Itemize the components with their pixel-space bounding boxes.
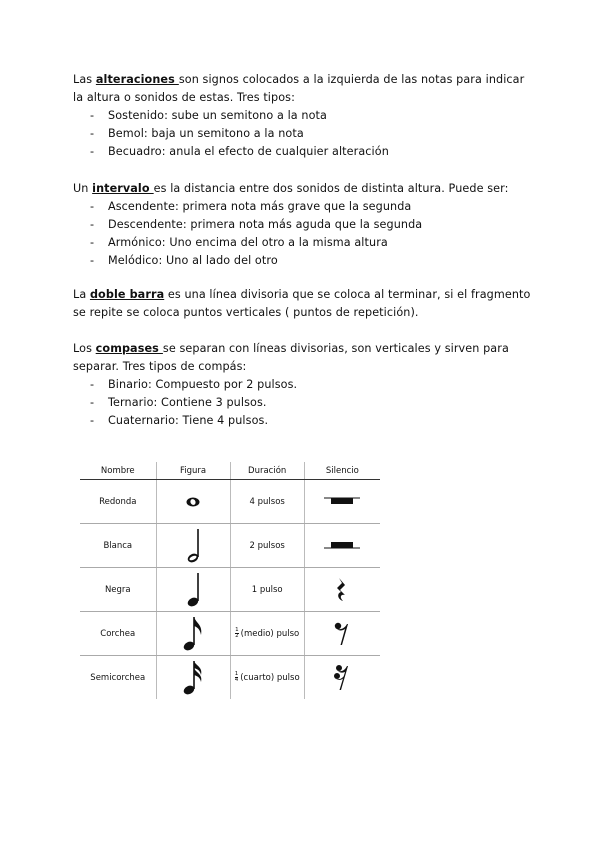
- whole-rest-icon: [324, 496, 360, 508]
- cell-nombre: Semicorchea: [90, 672, 146, 683]
- note-values-table: [80, 462, 380, 699]
- cell-duracion: $\frac{1}{2}$ (medio) pulso: [230, 612, 304, 656]
- term-doble-barra: doble barra: [89, 288, 165, 301]
- list-item: - Ternario: Contiene 3 pulsos.: [73, 394, 533, 412]
- header-nombre: Nombre: [80, 462, 156, 480]
- list-item: - Ascendente: primera nota más grave que la segunda: [73, 198, 533, 216]
- fraction-half: $\frac{1}{2}$: [235, 627, 239, 639]
- cell-duracion: 2 pulsos: [230, 524, 304, 568]
- cell-nombre: Blanca: [80, 524, 156, 568]
- cell-duracion: $\frac{1}{4}$ (cuarto) pulso: [230, 656, 304, 700]
- quarter-note-icon: [183, 571, 203, 609]
- cell-figura: [156, 612, 230, 656]
- half-rest-icon: [324, 540, 360, 552]
- list-item: - Armónico: Uno encima del otro a la misma altura: [73, 234, 533, 252]
- sixteenth-note-icon: [181, 659, 205, 697]
- term-alteraciones: alteraciones: [95, 73, 179, 86]
- compases-list: [73, 376, 533, 430]
- cell-silencio: [304, 568, 380, 612]
- paragraph-doble-barra: La doble barra es una línea divisoria que se coloca al terminar, si el fragmento se repite se coloca puntos verticales ( puntos de repetición).: [73, 288, 531, 319]
- header-silencio: Silencio: [304, 462, 380, 480]
- cell-nombre: Corchea: [80, 612, 156, 656]
- table-row: [80, 612, 380, 656]
- list-item: - Sostenido: sube un semitono a la nota: [73, 107, 533, 125]
- eighth-rest-icon: [334, 621, 350, 647]
- table-row: [80, 656, 380, 700]
- paragraph-alteraciones: Las alteraciones son signos colocados a la izquierda de las notas para indicar la altura o sonidos de estas. Tres tipos: - Sostenido: sube un semitono a la nota - Bemol: baja un semitono a la nota - Becuadro: anula el efecto de cualquier alteración: [73, 71, 533, 161]
- cell-figura: [156, 656, 230, 700]
- header-duracion: Duración: [230, 462, 304, 480]
- cell-nombre: Redonda: [80, 480, 156, 524]
- cell-figura: [156, 568, 230, 612]
- list-item: - Cuaternario: Tiene 4 pulsos.: [73, 412, 533, 430]
- intervalo-list: [73, 198, 533, 270]
- alteraciones-list: [73, 107, 533, 161]
- list-item: - Melódico: Uno al lado del otro: [73, 252, 533, 270]
- paragraph-intervalo: Un intervalo es la distancia entre dos sonidos de distinta altura. Puede ser: - Ascendente: primera nota más grave que la segunda - Descendente: primera nota más aguda que la segunda - Armónico: Uno encima del otro a la misma altura - Melódico: Uno al lado del otro: [73, 180, 533, 270]
- half-note-icon: [183, 527, 203, 565]
- cell-duracion: 1 pulso: [230, 568, 304, 612]
- quarter-rest-icon: [335, 577, 349, 603]
- cell-figura: [156, 524, 230, 568]
- table-row: [80, 524, 380, 568]
- cell-silencio: [304, 612, 380, 656]
- list-item: - Descendente: primera nota más aguda que la segunda: [73, 216, 533, 234]
- term-compases: compases: [95, 342, 163, 355]
- cell-silencio: [304, 480, 380, 524]
- sixteenth-rest-icon: [333, 664, 351, 692]
- cell-silencio: [304, 524, 380, 568]
- fraction-quarter: $\frac{1}{4}$: [234, 671, 239, 683]
- eighth-note-icon: [181, 615, 205, 653]
- cell-nombre: Negra: [80, 568, 156, 612]
- table-header-row: [80, 462, 380, 480]
- cell-duracion: 4 pulsos: [230, 480, 304, 524]
- whole-note-icon: [183, 495, 203, 509]
- list-item: - Becuadro: anula el efecto de cualquier alteración: [73, 143, 533, 161]
- paragraph-compases: Los compases se separan con líneas divisorias, son verticales y sirven para separar. Tres tipos de compás: - Binario: Compuesto por 2 pulsos. - Ternario: Contiene 3 pulsos. - Cuaternario: Tiene 4 pulsos.: [73, 340, 533, 430]
- cell-silencio: [304, 656, 380, 700]
- cell-figura: [156, 480, 230, 524]
- list-item: - Bemol: baja un semitono a la nota: [73, 125, 533, 143]
- list-item: - Binario: Compuesto por 2 pulsos.: [73, 376, 533, 394]
- term-intervalo: intervalo: [92, 182, 154, 195]
- table-row: [80, 568, 380, 612]
- header-figura: Figura: [156, 462, 230, 480]
- table-row: [80, 480, 380, 524]
